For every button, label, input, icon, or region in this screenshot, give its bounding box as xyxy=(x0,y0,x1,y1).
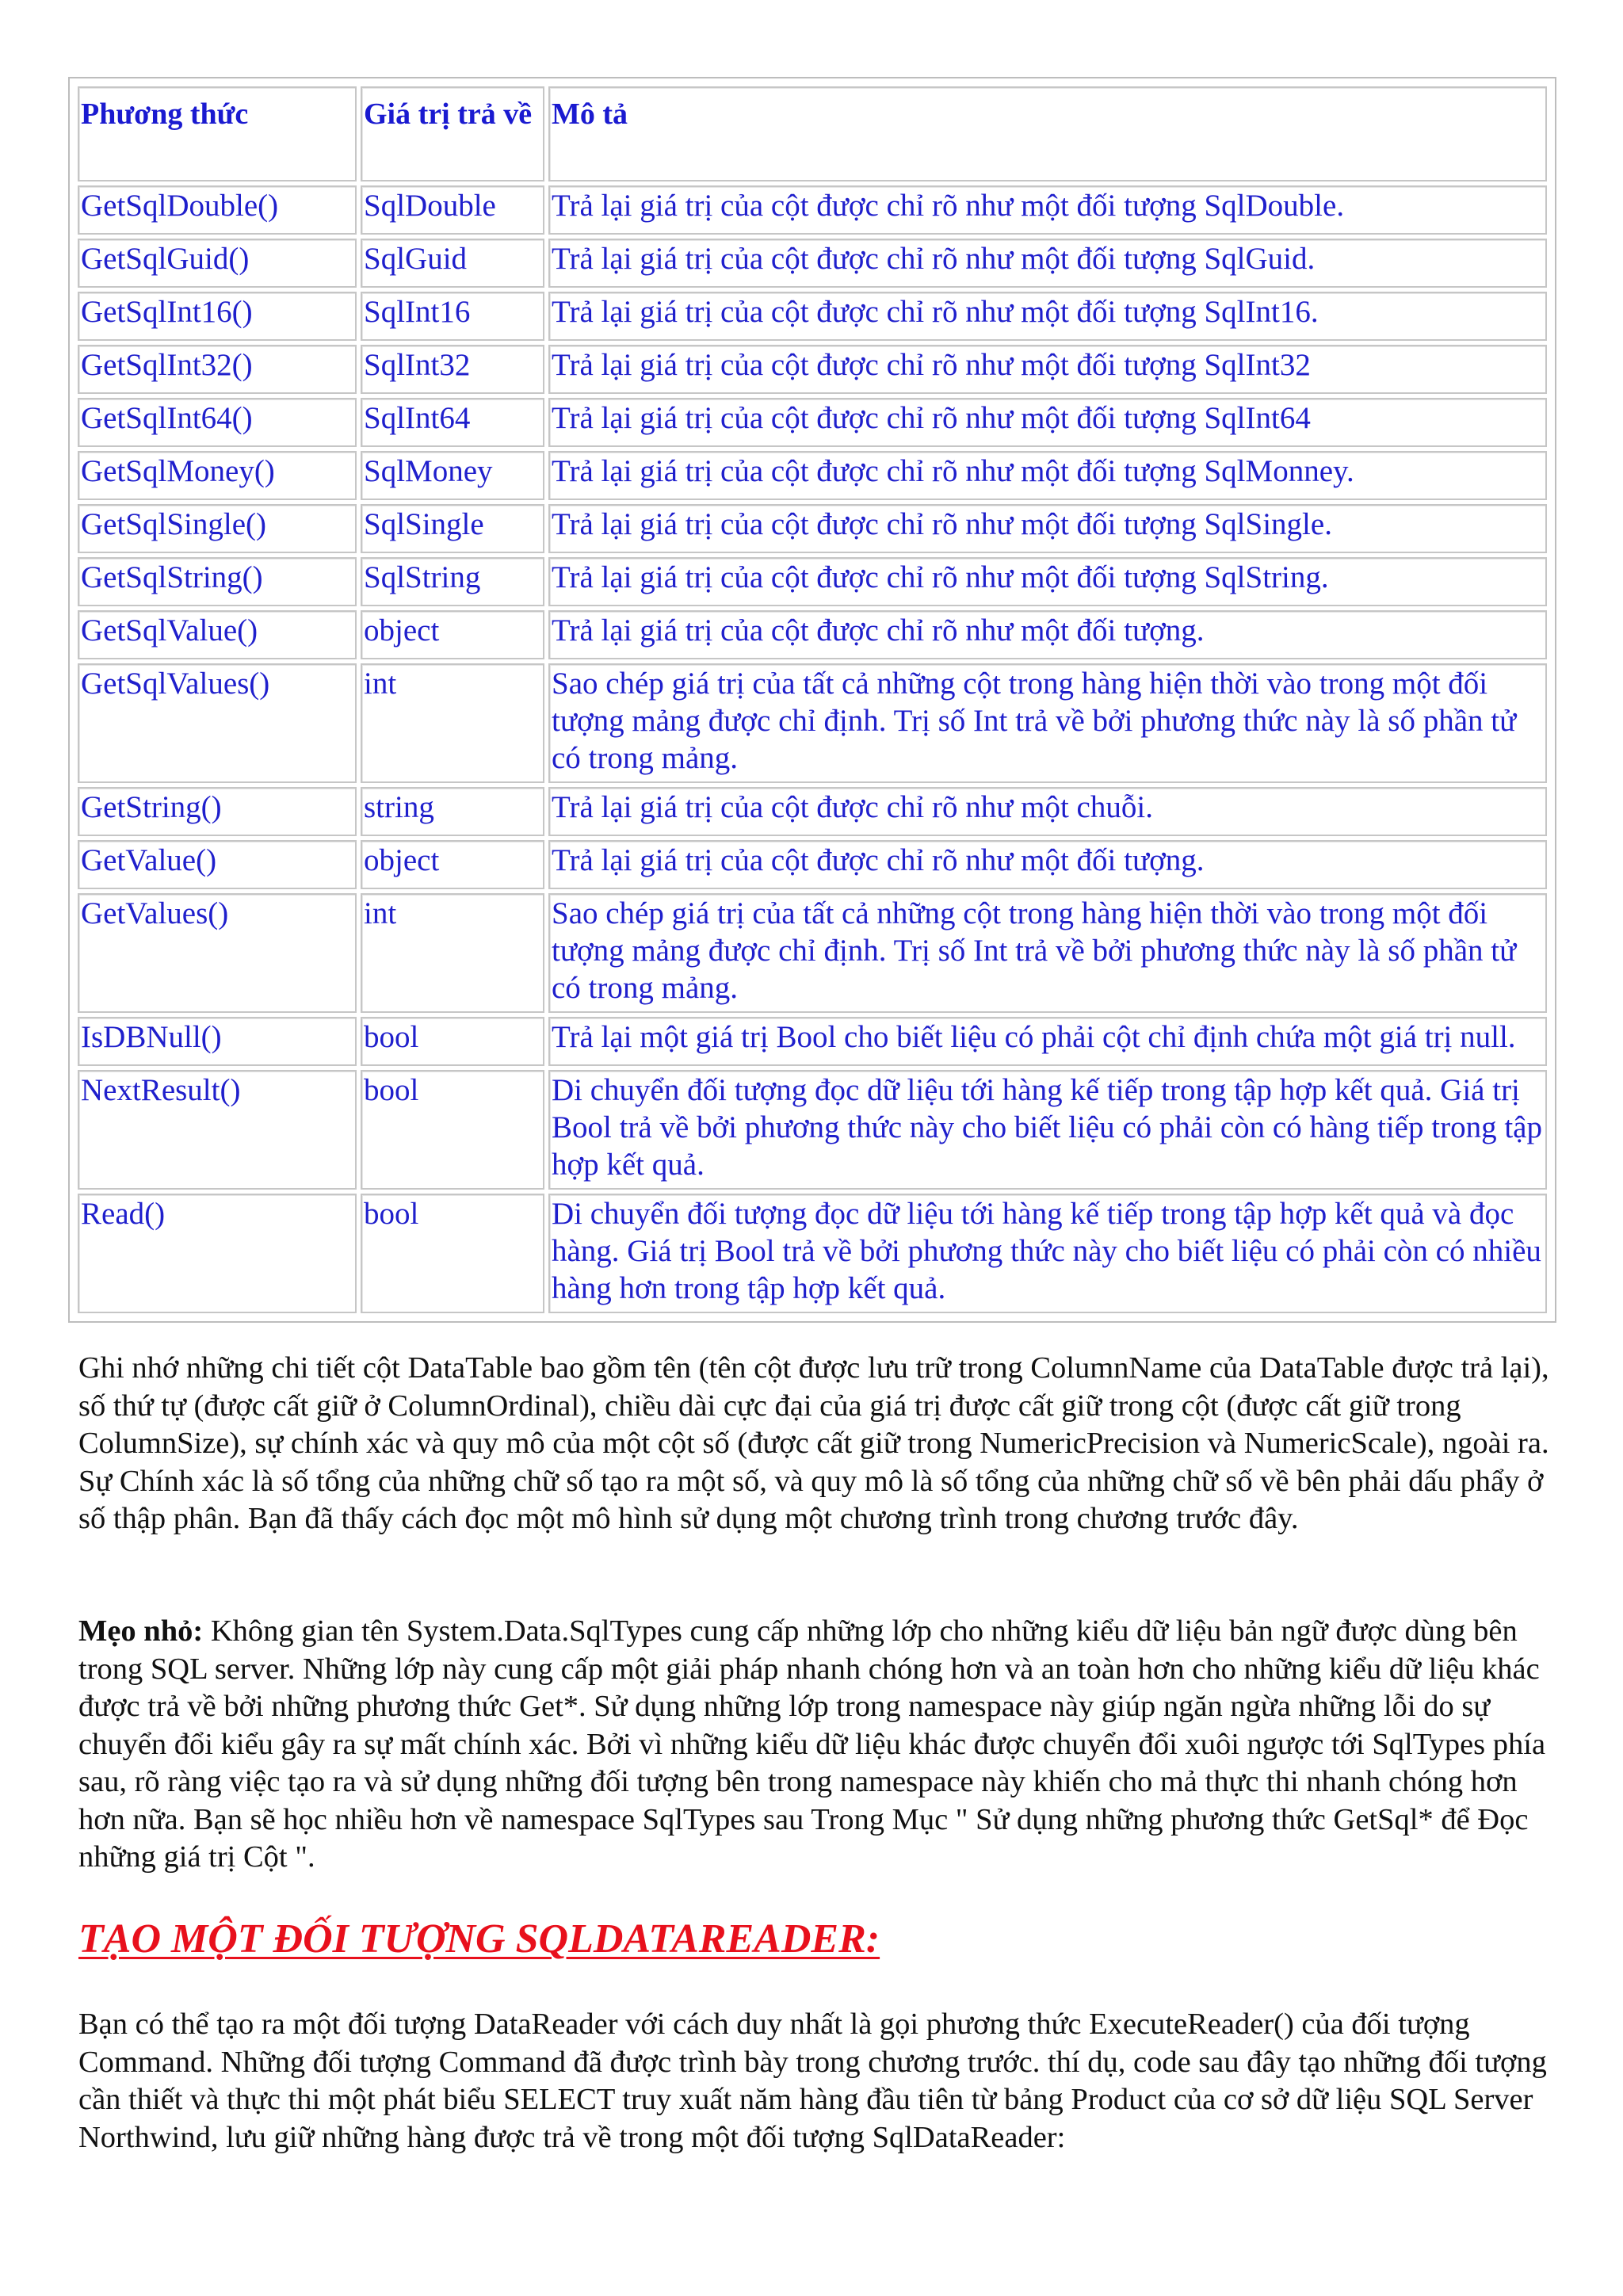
return-type-cell: SqlGuid xyxy=(361,239,544,288)
method-cell: GetSqlGuid() xyxy=(78,239,357,288)
description-cell: Trả lại giá trị của cột được chỉ rõ như một đối tượng SqlGuid. xyxy=(548,239,1547,288)
return-type-cell: SqlInt16 xyxy=(361,292,544,341)
method-cell: IsDBNull() xyxy=(78,1017,357,1066)
method-cell: GetSqlString() xyxy=(78,557,357,606)
method-cell: GetSqlMoney() xyxy=(78,451,357,500)
table-row xyxy=(78,451,1547,500)
table-row xyxy=(78,504,1547,553)
table-row xyxy=(78,1017,1547,1066)
table-row xyxy=(78,1070,1547,1190)
description-cell: Sao chép giá trị của tất cả những cột trong hàng hiện thời vào trong một đối tượng mảng được chỉ định. Trị số Int trả về bởi phương thức này là số phần tử có trong mảng. xyxy=(548,893,1547,1013)
methods-table xyxy=(74,82,1551,1317)
table-row xyxy=(78,239,1547,288)
return-type-cell: SqlDouble xyxy=(361,185,544,235)
method-cell: GetSqlSingle() xyxy=(78,504,357,553)
table-row xyxy=(78,1194,1547,1313)
return-type-cell: object xyxy=(361,610,544,659)
paragraph-column-details: Ghi nhớ những chi tiết cột DataTable bao gồm tên (tên cột được lưu trữ trong ColumnName của DataTable được trả lại), số thứ tự (được cất giữ ở ColumnOrdinal), chiều dài cực đại của giá trị được cất giữ trong cột (được cất giữ trong ColumnSize), sự chính xác và quy mô của một cột số (được cất giữ trong NumericPrecision và NumericScale), ngoài ra. Sự Chính xác là số tổng của những chữ số tạo ra một số, và quy mô là số tổng của những chữ số về bên phải dấu phẩy ở số thập phân. Bạn đã thấy cách đọc một mô hình sử dụng một chương trình trong chương trước đây. xyxy=(78,1351,1549,1535)
return-type-cell: SqlInt32 xyxy=(361,345,544,394)
method-cell: NextResult() xyxy=(78,1070,357,1190)
table-row xyxy=(78,893,1547,1013)
description-cell: Trả lại một giá trị Bool cho biết liệu có phải cột chỉ định chứa một giá trị null. xyxy=(548,1017,1547,1066)
header-return-value: Giá trị trả về xyxy=(361,86,544,181)
description-cell: Trả lại giá trị của cột được chỉ rõ như một đối tượng SqlString. xyxy=(548,557,1547,606)
description-cell: Trả lại giá trị của cột được chỉ rõ như một chuỗi. xyxy=(548,787,1547,836)
description-cell: Di chuyển đối tượng đọc dữ liệu tới hàng kế tiếp trong tập hợp kết quả. Giá trị Bool trả về bởi phương thức này cho biết liệu có phải còn có hàng tiếp trong tập hợp kết quả. xyxy=(548,1070,1547,1190)
return-type-cell: SqlString xyxy=(361,557,544,606)
table-row xyxy=(78,398,1547,447)
section-heading: TẠO MỘT ĐỐI TƯỢNG SQLDATAREADER: xyxy=(78,1916,880,1962)
description-cell: Trả lại giá trị của cột được chỉ rõ như một đối tượng. xyxy=(548,840,1547,889)
description-cell: Trả lại giá trị của cột được chỉ rõ như một đối tượng SqlDouble. xyxy=(548,185,1547,235)
description-cell: Trả lại giá trị của cột được chỉ rõ như một đối tượng SqlMonney. xyxy=(548,451,1547,500)
methods-table-frame xyxy=(68,77,1556,1323)
description-cell: Trả lại giá trị của cột được chỉ rõ như một đối tượng SqlInt32 xyxy=(548,345,1547,394)
header-method: Phương thức xyxy=(78,86,357,181)
method-cell: GetSqlInt16() xyxy=(78,292,357,341)
description-cell: Trả lại giá trị của cột được chỉ rõ như một đối tượng SqlInt16. xyxy=(548,292,1547,341)
table-row xyxy=(78,557,1547,606)
return-type-cell: int xyxy=(361,893,544,1013)
header-description: Mô tả xyxy=(548,86,1547,181)
return-type-cell: bool xyxy=(361,1194,544,1313)
method-cell: GetValue() xyxy=(78,840,357,889)
tip-text: Không gian tên System.Data.SqlTypes cung cấp những lớp cho những kiểu dữ liệu bản ngữ được dùng bên trong SQL server. Những lớp này cung cấp một giải pháp nhanh chóng hơn và an toàn hơn cho những kiểu dữ liệu khác được trả về bởi những phương thức Get*. Sử dụng những lớp trong namespace này giúp ngăn ngừa những lỗi do sự chuyển đổi kiểu gây ra sự mất chính xác. Bởi vì những kiểu dữ liệu khác được chuyển đổi xuôi ngược tới SqlTypes phía sau, rõ ràng việc tạo ra và sử dụng những đối tượng bên trong namespace này khiến cho mả thực thi nhanh chóng hơn hơn nữa. Bạn sẽ học nhiều hơn về namespace SqlTypes sau Trong Mục " Sử dụng những phương thức GetSql* để Đọc những giá trị Cột ". xyxy=(78,1614,1546,1874)
return-type-cell: SqlMoney xyxy=(361,451,544,500)
method-cell: GetSqlValues() xyxy=(78,663,357,783)
description-cell: Trả lại giá trị của cột được chỉ rõ như một đối tượng SqlInt64 xyxy=(548,398,1547,447)
tip-label: Mẹo nhỏ: xyxy=(78,1614,204,1648)
description-cell: Di chuyển đối tượng đọc dữ liệu tới hàng kế tiếp trong tập hợp kết quả và đọc hàng. Giá trị Bool trả về bởi phương thức này cho biết liệu có phải còn có nhiều hàng hơn trong tập hợp kết quả. xyxy=(548,1194,1547,1313)
method-cell: GetSqlDouble() xyxy=(78,185,357,235)
description-cell: Sao chép giá trị của tất cả những cột trong hàng hiện thời vào trong một đối tượng mảng được chỉ định. Trị số Int trả về bởi phương thức này là số phần tử có trong mảng. xyxy=(548,663,1547,783)
return-type-cell: bool xyxy=(361,1017,544,1066)
method-cell: Read() xyxy=(78,1194,357,1313)
table-row xyxy=(78,840,1547,889)
table-row xyxy=(78,292,1547,341)
description-cell: Trả lại giá trị của cột được chỉ rõ như một đối tượng SqlSingle. xyxy=(548,504,1547,553)
return-type-cell: int xyxy=(361,663,544,783)
table-row xyxy=(78,610,1547,659)
method-cell: GetSqlInt64() xyxy=(78,398,357,447)
method-cell: GetSqlValue() xyxy=(78,610,357,659)
return-type-cell: bool xyxy=(361,1070,544,1190)
return-type-cell: SqlSingle xyxy=(361,504,544,553)
paragraph-tip xyxy=(78,1613,1560,1877)
method-cell: GetString() xyxy=(78,787,357,836)
table-row xyxy=(78,663,1547,783)
method-cell: GetValues() xyxy=(78,893,357,1013)
table-row xyxy=(78,185,1547,235)
table-row xyxy=(78,345,1547,394)
paragraph-create-datareader: Bạn có thể tạo ra một đối tượng DataReader với cách duy nhất là gọi phương thức ExecuteReader() của đối tượng Command. Những đối tượng Command đã được trình bày trong chương trước. thí dụ, code sau đây tạo những đối tượng cần thiết và thực thi một phát biểu SELECT truy xuất năm hàng đầu tiên từ bảng Product của cơ sở dữ liệu SQL Server Northwind, lưu giữ những hàng được trả về trong một đối tượng SqlDataReader: xyxy=(78,2008,1547,2154)
method-cell: GetSqlInt32() xyxy=(78,345,357,394)
return-type-cell: string xyxy=(361,787,544,836)
return-type-cell: SqlInt64 xyxy=(361,398,544,447)
table-header-row xyxy=(78,86,1547,181)
table-row xyxy=(78,787,1547,836)
return-type-cell: object xyxy=(361,840,544,889)
description-cell: Trả lại giá trị của cột được chỉ rõ như một đối tượng. xyxy=(548,610,1547,659)
